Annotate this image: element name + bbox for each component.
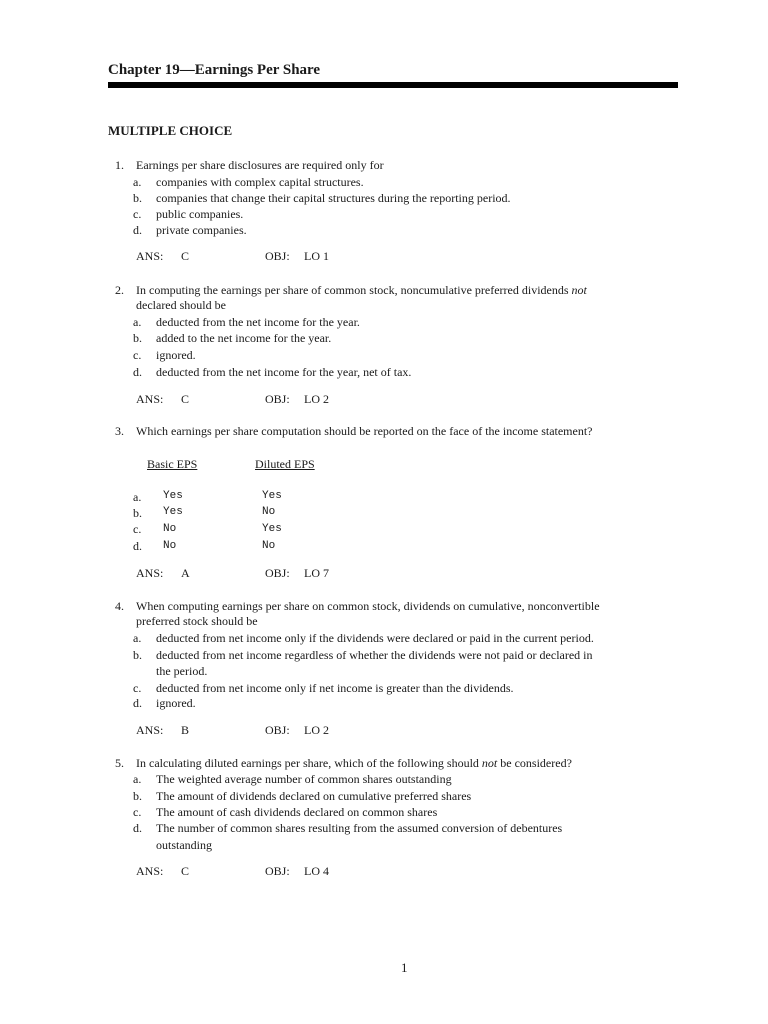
- option-text: deducted from the net income for the year.: [156, 315, 360, 329]
- answer-value: B: [181, 723, 190, 737]
- answer-label: ANS:: [136, 723, 164, 737]
- title-rule: [108, 82, 678, 88]
- option-text: ignored.: [156, 696, 196, 710]
- option-letter: a.: [133, 631, 142, 645]
- option-letter: b.: [133, 191, 142, 205]
- option-text: The amount of dividends declared on cumulative preferred shares: [156, 789, 472, 803]
- basic-eps-cell: No: [163, 523, 177, 535]
- option-text: deducted from net income only if net income is greater than the dividends.: [156, 681, 514, 695]
- basic-eps-cell: No: [163, 540, 177, 552]
- option-text: The amount of cash dividends declared on common shares: [156, 805, 438, 819]
- question-stem: declared should be: [136, 298, 226, 312]
- row-letter: d.: [133, 539, 142, 553]
- emphasis: not: [571, 283, 587, 297]
- diluted-eps-cell: No: [262, 506, 276, 518]
- answer-label: ANS:: [136, 566, 164, 580]
- question-stem: In calculating diluted earnings per share, which of the following should not be considered?: [136, 756, 572, 770]
- option-letter: b.: [133, 331, 142, 345]
- objective-label: OBJ:: [265, 392, 290, 406]
- column-header-basic-eps: Basic EPS: [147, 457, 198, 471]
- question-number: 4.: [115, 599, 124, 613]
- diluted-eps-cell: No: [262, 540, 276, 552]
- question-number: 1.: [115, 158, 124, 172]
- row-letter: c.: [133, 522, 142, 536]
- option-text: deducted from the net income for the year, net of tax.: [156, 365, 412, 379]
- answer-label: ANS:: [136, 249, 164, 263]
- objective-value: LO 7: [304, 566, 329, 580]
- basic-eps-cell: Yes: [163, 506, 183, 518]
- answer-label: ANS:: [136, 864, 164, 878]
- answer-label: ANS:: [136, 392, 164, 406]
- option-letter: a.: [133, 772, 142, 786]
- option-text: public companies.: [156, 207, 244, 221]
- option-letter: d.: [133, 223, 142, 237]
- option-letter: a.: [133, 175, 142, 189]
- option-letter: a.: [133, 315, 142, 329]
- answer-value: C: [181, 864, 190, 878]
- question-number: 2.: [115, 283, 124, 297]
- question-number: 3.: [115, 424, 124, 438]
- answer-value: C: [181, 392, 190, 406]
- option-text: the period.: [156, 664, 208, 678]
- option-letter: b.: [133, 648, 142, 662]
- row-letter: b.: [133, 506, 142, 520]
- basic-eps-cell: Yes: [163, 490, 183, 502]
- option-text: deducted from net income regardless of whether the dividends were not paid or declared in: [156, 648, 593, 662]
- option-letter: b.: [133, 789, 142, 803]
- option-text: private companies.: [156, 223, 247, 237]
- option-text: added to the net income for the year.: [156, 331, 332, 345]
- option-letter: c.: [133, 207, 142, 221]
- column-header-diluted-eps: Diluted EPS: [255, 457, 315, 471]
- answer-value: C: [181, 249, 190, 263]
- question-stem: When computing earnings per share on common stock, dividends on cumulative, nonconvertible: [136, 599, 600, 613]
- objective-value: LO 1: [304, 249, 329, 263]
- question-number: 5.: [115, 756, 124, 770]
- option-letter: c.: [133, 681, 142, 695]
- diluted-eps-cell: Yes: [262, 490, 282, 502]
- objective-value: LO 2: [304, 392, 329, 406]
- objective-value: LO 4: [304, 864, 329, 878]
- question-stem: In computing the earnings per share of common stock, noncumulative preferred dividends not: [136, 283, 587, 297]
- option-text: The number of common shares resulting from the assumed conversion of debentures: [156, 821, 563, 835]
- objective-label: OBJ:: [265, 723, 290, 737]
- emphasis: not: [481, 756, 498, 770]
- option-letter: c.: [133, 348, 142, 362]
- answer-value: A: [181, 566, 190, 580]
- option-letter: d.: [133, 821, 142, 835]
- option-letter: c.: [133, 805, 142, 819]
- objective-label: OBJ:: [265, 566, 290, 580]
- chapter-title: Chapter 19—Earnings Per Share: [108, 62, 321, 78]
- option-text: ignored.: [156, 348, 196, 362]
- objective-value: LO 2: [304, 723, 329, 737]
- question-stem: Earnings per share disclosures are required only for: [136, 158, 384, 172]
- option-text: companies that change their capital structures during the reporting period.: [156, 191, 511, 205]
- section-heading: MULTIPLE CHOICE: [108, 123, 233, 138]
- option-letter: d.: [133, 696, 142, 710]
- question-stem: preferred stock should be: [136, 614, 258, 628]
- option-text: The weighted average number of common shares outstanding: [156, 772, 452, 786]
- row-letter: a.: [133, 490, 142, 504]
- option-letter: d.: [133, 365, 142, 379]
- option-text: companies with complex capital structures.: [156, 175, 364, 189]
- diluted-eps-cell: Yes: [262, 523, 282, 535]
- page-number: 1: [401, 960, 408, 975]
- objective-label: OBJ:: [265, 864, 290, 878]
- option-text: deducted from net income only if the dividends were declared or paid in the current period.: [156, 631, 594, 645]
- objective-label: OBJ:: [265, 249, 290, 263]
- option-text: outstanding: [156, 838, 212, 852]
- question-stem: Which earnings per share computation should be reported on the face of the income statement?: [136, 424, 593, 438]
